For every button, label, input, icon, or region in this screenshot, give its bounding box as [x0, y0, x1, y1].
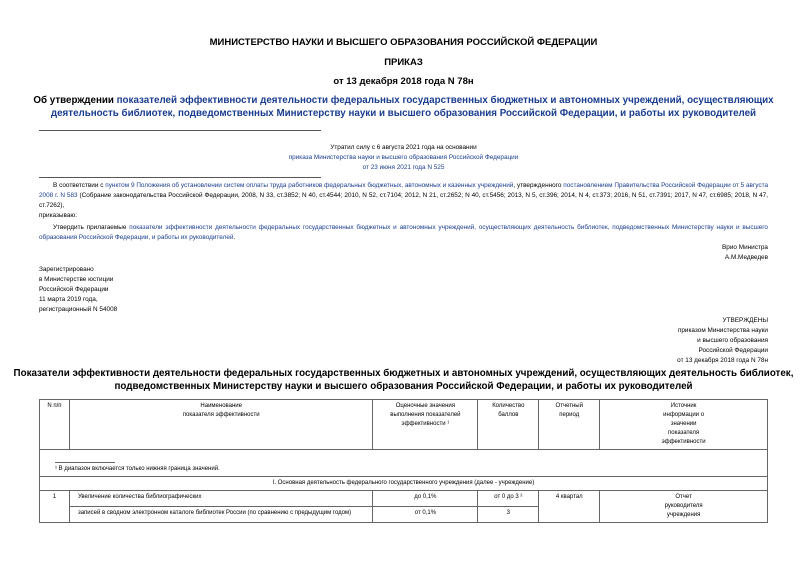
doc-title [0, 94, 807, 120]
annex-title [0, 367, 807, 393]
header-src-l4: показателя [668, 430, 700, 436]
header-per-l1: Отчетный [555, 403, 583, 409]
signature-position: Врио Министра [722, 244, 768, 251]
header-points [478, 400, 539, 450]
header-src-l3: значении [670, 421, 697, 427]
doc-title-link[interactable]: показателей эффективности деятельности федеральных государственных бюджетных и автономных учреждений, осуществляющих [116, 95, 774, 106]
header-pts-l1: Количество [492, 403, 525, 409]
order-word: приказываю: [39, 212, 77, 219]
approved-line3: и высшего образования [697, 337, 768, 344]
row1-src-l2: руководителя [664, 503, 703, 509]
row1-points: от 0 до 3 ² [478, 491, 539, 507]
signature-name: А.М.Медведев [724, 254, 768, 261]
approved-block [677, 316, 768, 366]
section-row [40, 477, 768, 491]
footnote-divider [55, 462, 115, 463]
approved-line2: приказом Министерства науки [677, 327, 768, 334]
header-est-l2: выполнения показателей [390, 412, 461, 418]
registration-line2: в Министерстве юстиции [39, 276, 114, 283]
section-cell: I. Основная деятельность федерального государственного учреждения (далее - учреждение) [40, 477, 768, 491]
header-source [600, 400, 768, 450]
doc-title-prefix: Об утверждении [33, 95, 117, 106]
approve-text-b: . [233, 234, 236, 241]
row1-source [600, 491, 768, 523]
approved-line4: Российской Федерации [698, 347, 768, 354]
header-src-l5: эффективности [661, 439, 706, 445]
table-header-row [40, 400, 768, 450]
preamble-link-1[interactable]: пунктом 9 Положения об установлении систем оплаты труда работников федеральных бюджетных, автономных и казенных учреждений [105, 182, 514, 189]
registration-line4: 11 марта 2019 года, [39, 296, 98, 303]
approved-line1: УТВЕРЖДЕНЫ [722, 317, 768, 324]
header-src-l1: Источник [670, 403, 697, 409]
registration-block [39, 265, 117, 315]
header-num: N п/п [40, 400, 70, 450]
approve-text-a: Утвердить прилагаемые [53, 224, 130, 231]
row1-period: 4 квартал [539, 491, 600, 523]
footnote-row [40, 450, 768, 477]
header-pts-l2: баллов [498, 412, 519, 418]
header-period [539, 400, 600, 450]
header-name [69, 400, 373, 450]
annex-title-line1: Показатели эффективности деятельности федеральных государственных бюджетных и автономных учреждений, осуществляющих деятельность библиотек, [13, 368, 794, 379]
header-src-l2: информации о [663, 412, 705, 418]
preamble-paragraph [39, 181, 768, 211]
registration-line5: регистрационный N 54008 [39, 306, 118, 313]
divider [39, 130, 321, 131]
header-est-l1: Оценочные значения [395, 403, 456, 409]
status-note-link2[interactable]: от 23 июня 2021 года N 525 [362, 164, 445, 171]
annex-title-line2: подведомственных Министерству науки и высшего образования Российской Федерации, и работы их руководителей [114, 381, 693, 392]
approved-line5: от 13 декабря 2018 года N 78н [677, 357, 768, 364]
row1-num: 1 [40, 491, 70, 523]
doc-type: ПРИКАЗ [384, 57, 423, 68]
preamble-text-c: (Собрание законодательства Российской Федерации, 2008, N 33, ст.3852; N 40, ст.4544; 2010, N 52, ст.7104; 2012, N 21, ст.2652; N 40, ст.5456; 2013, N 5, ст.396; 2014, N 4, ст.373; 2016, N 51, ст.7391; 2017, N 47, ст.6985; 2018, N 47, ст.7262), [39, 192, 768, 209]
status-note-line1: Утратил силу с 6 августа 2021 года на основании [330, 144, 477, 151]
registration-line3: Российской Федерации [39, 286, 109, 293]
header-estimate [373, 400, 478, 450]
ministry-heading: МИНИСТЕРСТВО НАУКИ И ВЫСШЕГО ОБРАЗОВАНИЯ РОССИЙСКОЙ ФЕДЕРАЦИИ [209, 37, 598, 48]
footnote-text: ¹ В диапазон включается только нижняя граница значений. [55, 466, 220, 472]
header-name-l2: показателя эффективности [182, 412, 260, 418]
approve-paragraph [39, 223, 768, 243]
row1-src-l3: учреждения [666, 512, 701, 518]
row1-estimate: до 0,1% [373, 491, 478, 507]
row2-name: записей в сводном электронном каталоге библиотек России (по сравнению с предыдущим годом) [69, 507, 373, 523]
indicators-table [39, 399, 768, 523]
row2-points: 3 [478, 507, 539, 523]
doc-title-line2[interactable]: деятельность библиотек, подведомственных Министерству науки и высшего образования Российской Федерации, и работы их руководителей [50, 108, 757, 119]
footnote-cell [40, 450, 768, 477]
preamble-link-2[interactable]: постановлением Правительства Российской Федерации от 5 августа 2008 г. N 583 [39, 182, 769, 199]
status-note-link1[interactable]: приказа Министерства науки и высшего образования Российской Федерации [288, 154, 519, 161]
header-est-l3: эффективности ¹ [401, 421, 450, 427]
header-per-l2: период [559, 412, 580, 418]
divider [39, 177, 321, 178]
signature-block [722, 243, 768, 263]
approve-link[interactable]: показатели эффективности деятельности федеральных государственных бюджетных и автономных учреждений, осуществляющих деятельность библиотек, подведомственных Министерству науки и высшего образования Российской Федерации, и работы их руководителей [39, 224, 768, 241]
preamble-text-b: , утвержденного [513, 182, 564, 189]
doc-date-number: от 13 декабря 2018 года N 78н [333, 76, 474, 87]
row1-src-l1: Отчет [675, 494, 692, 500]
preamble-text-a: В соответствии с [53, 182, 106, 189]
row1-name: Увеличение количества библиографических [69, 491, 373, 507]
status-note [0, 143, 807, 173]
registration-line1: Зарегистрировано [39, 266, 94, 273]
table-row [40, 491, 768, 507]
row2-estimate: от 0,1% [373, 507, 478, 523]
header-name-l1: Наименование [200, 403, 242, 409]
